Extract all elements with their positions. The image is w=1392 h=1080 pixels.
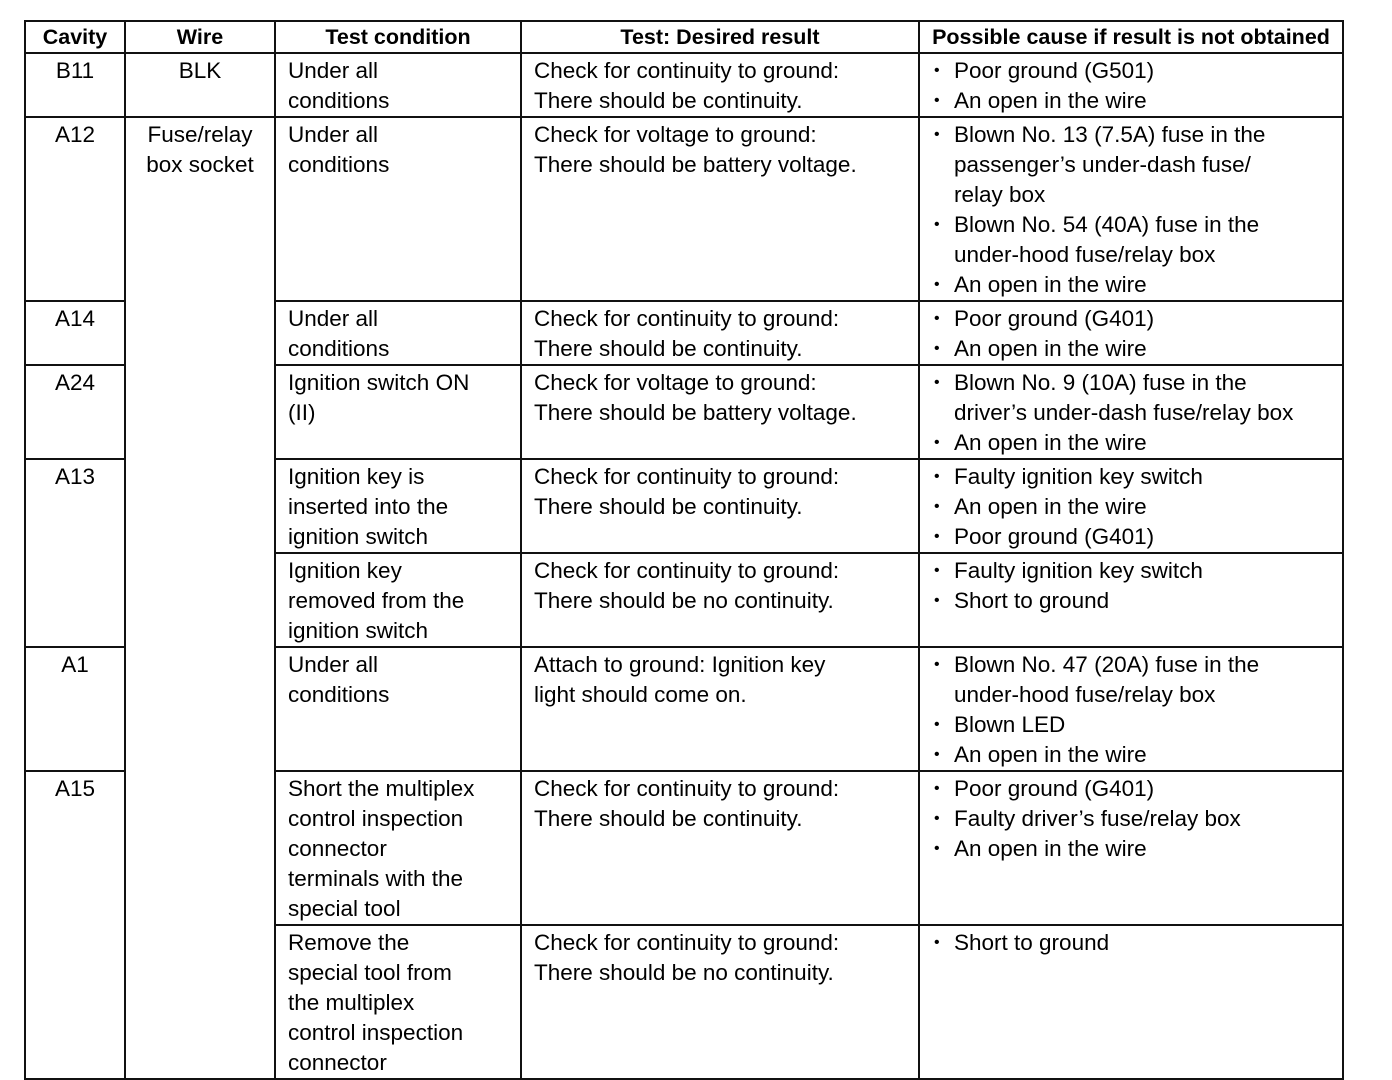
cause-list [932, 120, 1332, 300]
result-cell [521, 553, 919, 647]
cause-item [932, 210, 1332, 270]
result-line: Check for continuity to ground: [534, 306, 840, 331]
cause-item: • Blown LED [932, 710, 1332, 740]
condition-line: connector [288, 1050, 387, 1075]
cause-item: • An open in the wire [932, 740, 1332, 770]
cause-line: • Blown No. 9 (10A) fuse in the [954, 370, 1247, 395]
result-line: Check for continuity to ground: [534, 58, 840, 83]
wire-line: Fuse/relay [147, 122, 253, 147]
result-cell [521, 647, 919, 771]
condition-line: inserted into the [288, 494, 449, 519]
cavity-cell: A1 [25, 647, 125, 771]
result-cell [521, 301, 919, 365]
result-cell [521, 771, 919, 925]
cause-item: • Faulty ignition key switch [932, 462, 1332, 492]
result-line: There should be continuity. [534, 494, 803, 519]
wire-line: box socket [146, 152, 254, 177]
condition-line: Short the multiplex [288, 776, 475, 801]
cavity-cell: A13 [25, 459, 125, 647]
cause-line: passenger’s under-dash fuse/ [954, 152, 1251, 177]
condition-cell [275, 925, 521, 1079]
table-row [25, 117, 1343, 301]
condition-line: Ignition key is [288, 464, 425, 489]
cause-line: driver’s under-dash fuse/relay box [954, 400, 1294, 425]
cause-item: • Short to ground [932, 586, 1332, 616]
condition-line: the multiplex [288, 990, 415, 1015]
result-line: There should be continuity. [534, 806, 803, 831]
cavity-test-table [24, 20, 1344, 1080]
condition-line: Under all [288, 306, 379, 331]
cause-list [932, 56, 1332, 116]
result-cell [521, 925, 919, 1079]
condition-cell [275, 301, 521, 365]
condition-line: special tool from [288, 960, 452, 985]
cause-item: • An open in the wire [932, 428, 1332, 458]
condition-line: Under all [288, 58, 379, 83]
result-line: There should be no continuity. [534, 588, 834, 613]
result-line: Check for continuity to ground: [534, 930, 840, 955]
cause-line: • Blown No. 54 (40A) fuse in the [954, 212, 1260, 237]
condition-line: conditions [288, 336, 390, 361]
result-cell [521, 117, 919, 301]
cause-line: relay box [954, 182, 1046, 207]
cause-item: • An open in the wire [932, 86, 1332, 116]
cause-item [932, 368, 1332, 428]
condition-line: Ignition key [288, 558, 402, 583]
result-line: There should be battery voltage. [534, 152, 857, 177]
result-cell [521, 53, 919, 117]
condition-line: conditions [288, 152, 390, 177]
cause-list [932, 462, 1332, 552]
cause-cell [919, 553, 1343, 647]
cause-cell [919, 771, 1343, 925]
condition-line: connector [288, 836, 387, 861]
condition-cell [275, 117, 521, 301]
condition-line: conditions [288, 682, 390, 707]
cavity-cell: B11 [25, 53, 125, 117]
cause-item [932, 120, 1332, 210]
cause-item: • Faulty ignition key switch [932, 556, 1332, 586]
cause-cell [919, 301, 1343, 365]
condition-line: Under all [288, 652, 379, 677]
condition-line: removed from the [288, 588, 465, 613]
cavity-cell: A12 [25, 117, 125, 301]
condition-line: ignition switch [288, 618, 429, 643]
header-cavity: Cavity [25, 21, 125, 53]
cause-cell [919, 459, 1343, 553]
header-desired-result: Test: Desired result [521, 21, 919, 53]
condition-line: control inspection [288, 1020, 464, 1045]
cause-list [932, 774, 1332, 864]
cavity-cell: A24 [25, 365, 125, 459]
cause-cell [919, 117, 1343, 301]
header-possible-cause: Possible cause if result is not obtained [919, 21, 1343, 53]
cause-item: • Short to ground [932, 928, 1332, 958]
result-line: There should be continuity. [534, 336, 803, 361]
cause-item: • An open in the wire [932, 270, 1332, 300]
result-line: Check for voltage to ground: [534, 122, 817, 147]
cause-list [932, 368, 1332, 458]
cause-cell [919, 925, 1343, 1079]
cause-list [932, 304, 1332, 364]
header-test-condition: Test condition [275, 21, 521, 53]
cause-item: • Poor ground (G401) [932, 522, 1332, 552]
result-line: Check for voltage to ground: [534, 370, 817, 395]
condition-line: Remove the [288, 930, 410, 955]
cavity-cell: A15 [25, 771, 125, 1079]
condition-line: terminals with the [288, 866, 464, 891]
condition-line: (II) [288, 400, 316, 425]
wire-cell: BLK [125, 53, 275, 117]
cause-item: • Poor ground (G401) [932, 774, 1332, 804]
cause-item: • Faulty driver’s fuse/relay box [932, 804, 1332, 834]
condition-cell [275, 647, 521, 771]
cause-line: • Blown No. 47 (20A) fuse in the [954, 652, 1260, 677]
cause-item: • An open in the wire [932, 334, 1332, 364]
result-line: There should be no continuity. [534, 960, 834, 985]
result-line: Check for continuity to ground: [534, 776, 840, 801]
result-line: Check for continuity to ground: [534, 464, 840, 489]
result-line: There should be continuity. [534, 88, 803, 113]
cavity-cell: A14 [25, 301, 125, 365]
result-line: There should be battery voltage. [534, 400, 857, 425]
wire-cell [125, 117, 275, 1079]
condition-line: conditions [288, 88, 390, 113]
cause-line: • Blown No. 13 (7.5A) fuse in the [954, 122, 1266, 147]
result-cell [521, 459, 919, 553]
cause-list [932, 556, 1332, 616]
cause-list [932, 650, 1332, 770]
condition-line: control inspection [288, 806, 464, 831]
cause-item: • An open in the wire [932, 492, 1332, 522]
cause-cell [919, 53, 1343, 117]
cause-line: under-hood fuse/relay box [954, 682, 1216, 707]
header-wire: Wire [125, 21, 275, 53]
cause-item [932, 650, 1332, 710]
cause-list [932, 928, 1332, 958]
result-line: light should come on. [534, 682, 747, 707]
cause-item: • An open in the wire [932, 834, 1332, 864]
condition-line: ignition switch [288, 524, 429, 549]
condition-cell [275, 53, 521, 117]
header-row [25, 21, 1343, 53]
condition-line: special tool [288, 896, 401, 921]
condition-cell [275, 459, 521, 553]
condition-cell [275, 771, 521, 925]
cause-item: • Poor ground (G401) [932, 304, 1332, 334]
result-cell [521, 365, 919, 459]
cause-line: under-hood fuse/relay box [954, 242, 1216, 267]
cause-cell [919, 647, 1343, 771]
result-line: Attach to ground: Ignition key [534, 652, 826, 677]
condition-cell [275, 365, 521, 459]
condition-line: Under all [288, 122, 379, 147]
condition-cell [275, 553, 521, 647]
cause-cell [919, 365, 1343, 459]
condition-line: Ignition switch ON [288, 370, 470, 395]
cause-item: • Poor ground (G501) [932, 56, 1332, 86]
table-row [25, 53, 1343, 117]
result-line: Check for continuity to ground: [534, 558, 840, 583]
